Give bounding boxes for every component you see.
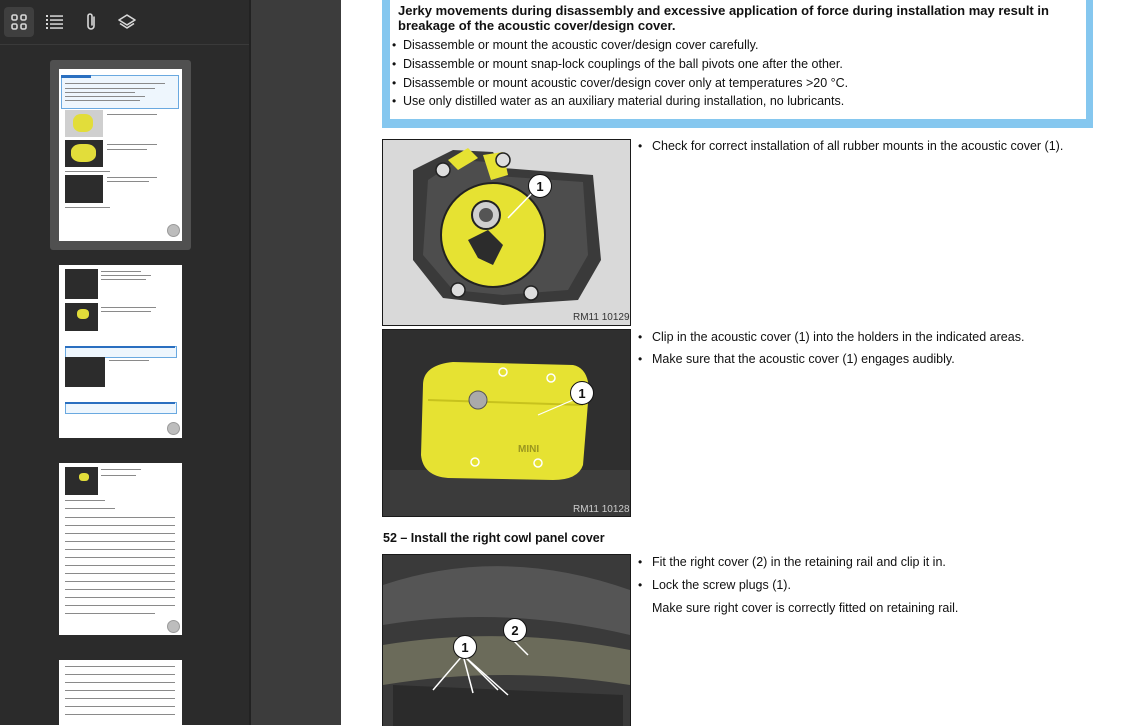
bullet-icon: • — [392, 94, 397, 108]
engine-bay-illustration — [383, 330, 630, 516]
outline-button[interactable] — [40, 7, 70, 37]
warning-item: • Disassemble or mount snap-lock couplings of the ball pivots one after the other. — [392, 57, 843, 71]
figure-acoustic-cover-installed — [382, 329, 631, 517]
paperclip-icon — [84, 12, 100, 32]
instruction-note: Make sure right cover is correctly fitted on retaining rail. — [652, 601, 959, 615]
warning-item: • Disassemble or mount acoustic cover/design cover only at temperatures >20 °C. — [392, 76, 849, 90]
figure-label: RM11 10128 — [573, 504, 630, 515]
sidebar-toolbar — [0, 0, 249, 45]
attachments-button[interactable] — [77, 7, 107, 37]
bullet-icon: • — [638, 139, 643, 153]
mini-badge: MINI — [518, 444, 540, 455]
callout-2: 2 — [503, 618, 527, 642]
instruction-item: • Clip in the acoustic cover (1) into the holders in the indicated areas. — [638, 330, 1025, 344]
thumbnail-sidebar — [0, 0, 249, 725]
page-thumbnail-3[interactable] — [59, 463, 182, 635]
layers-icon — [117, 13, 137, 31]
page-thumbnail-1[interactable] — [59, 69, 182, 241]
bullet-icon: • — [392, 57, 397, 71]
grid-icon — [10, 13, 28, 31]
bullet-icon: • — [638, 330, 643, 344]
instruction-item: • Lock the screw plugs (1). — [638, 578, 791, 592]
callout-1: 1 — [570, 381, 594, 405]
callout-1: 1 — [453, 635, 477, 659]
figure-acoustic-cover-top — [382, 139, 631, 326]
bullet-icon: • — [638, 352, 643, 366]
acoustic-cover-illustration — [383, 140, 630, 325]
callout-1: 1 — [528, 174, 552, 198]
instruction-item: • Make sure that the acoustic cover (1) engages audibly. — [638, 352, 955, 366]
viewer-background — [251, 0, 341, 725]
bullet-icon: • — [392, 38, 397, 52]
page-thumbnail-4[interactable] — [59, 660, 182, 725]
cowl-panel-illustration — [383, 555, 630, 726]
page-thumbnail-2[interactable] — [59, 265, 182, 438]
layers-button[interactable] — [112, 7, 142, 37]
thumbnails-button[interactable] — [4, 7, 34, 37]
warning-item: • Use only distilled water as an auxiliary material during installation, no lubricants. — [392, 94, 845, 108]
list-icon — [45, 13, 65, 31]
figure-cowl-panel — [382, 554, 631, 726]
figure-label: RM11 10129 — [573, 312, 630, 323]
instruction-item: • Fit the right cover (2) in the retaining rail and clip it in. — [638, 555, 946, 569]
bullet-icon: • — [638, 555, 643, 569]
instruction-item: • Check for correct installation of all rubber mounts in the acoustic cover (1). — [638, 139, 1064, 153]
bullet-icon: • — [392, 76, 397, 90]
step-heading: 52 – Install the right cowl panel cover — [383, 531, 605, 545]
warning-title: Jerky movements during disassembly and excessive application of force during installation may result in breakage of the acoustic cover/design cover. — [398, 3, 1049, 33]
warning-item: • Disassemble or mount the acoustic cover/design cover carefully. — [392, 38, 759, 52]
bullet-icon: • — [638, 578, 643, 592]
